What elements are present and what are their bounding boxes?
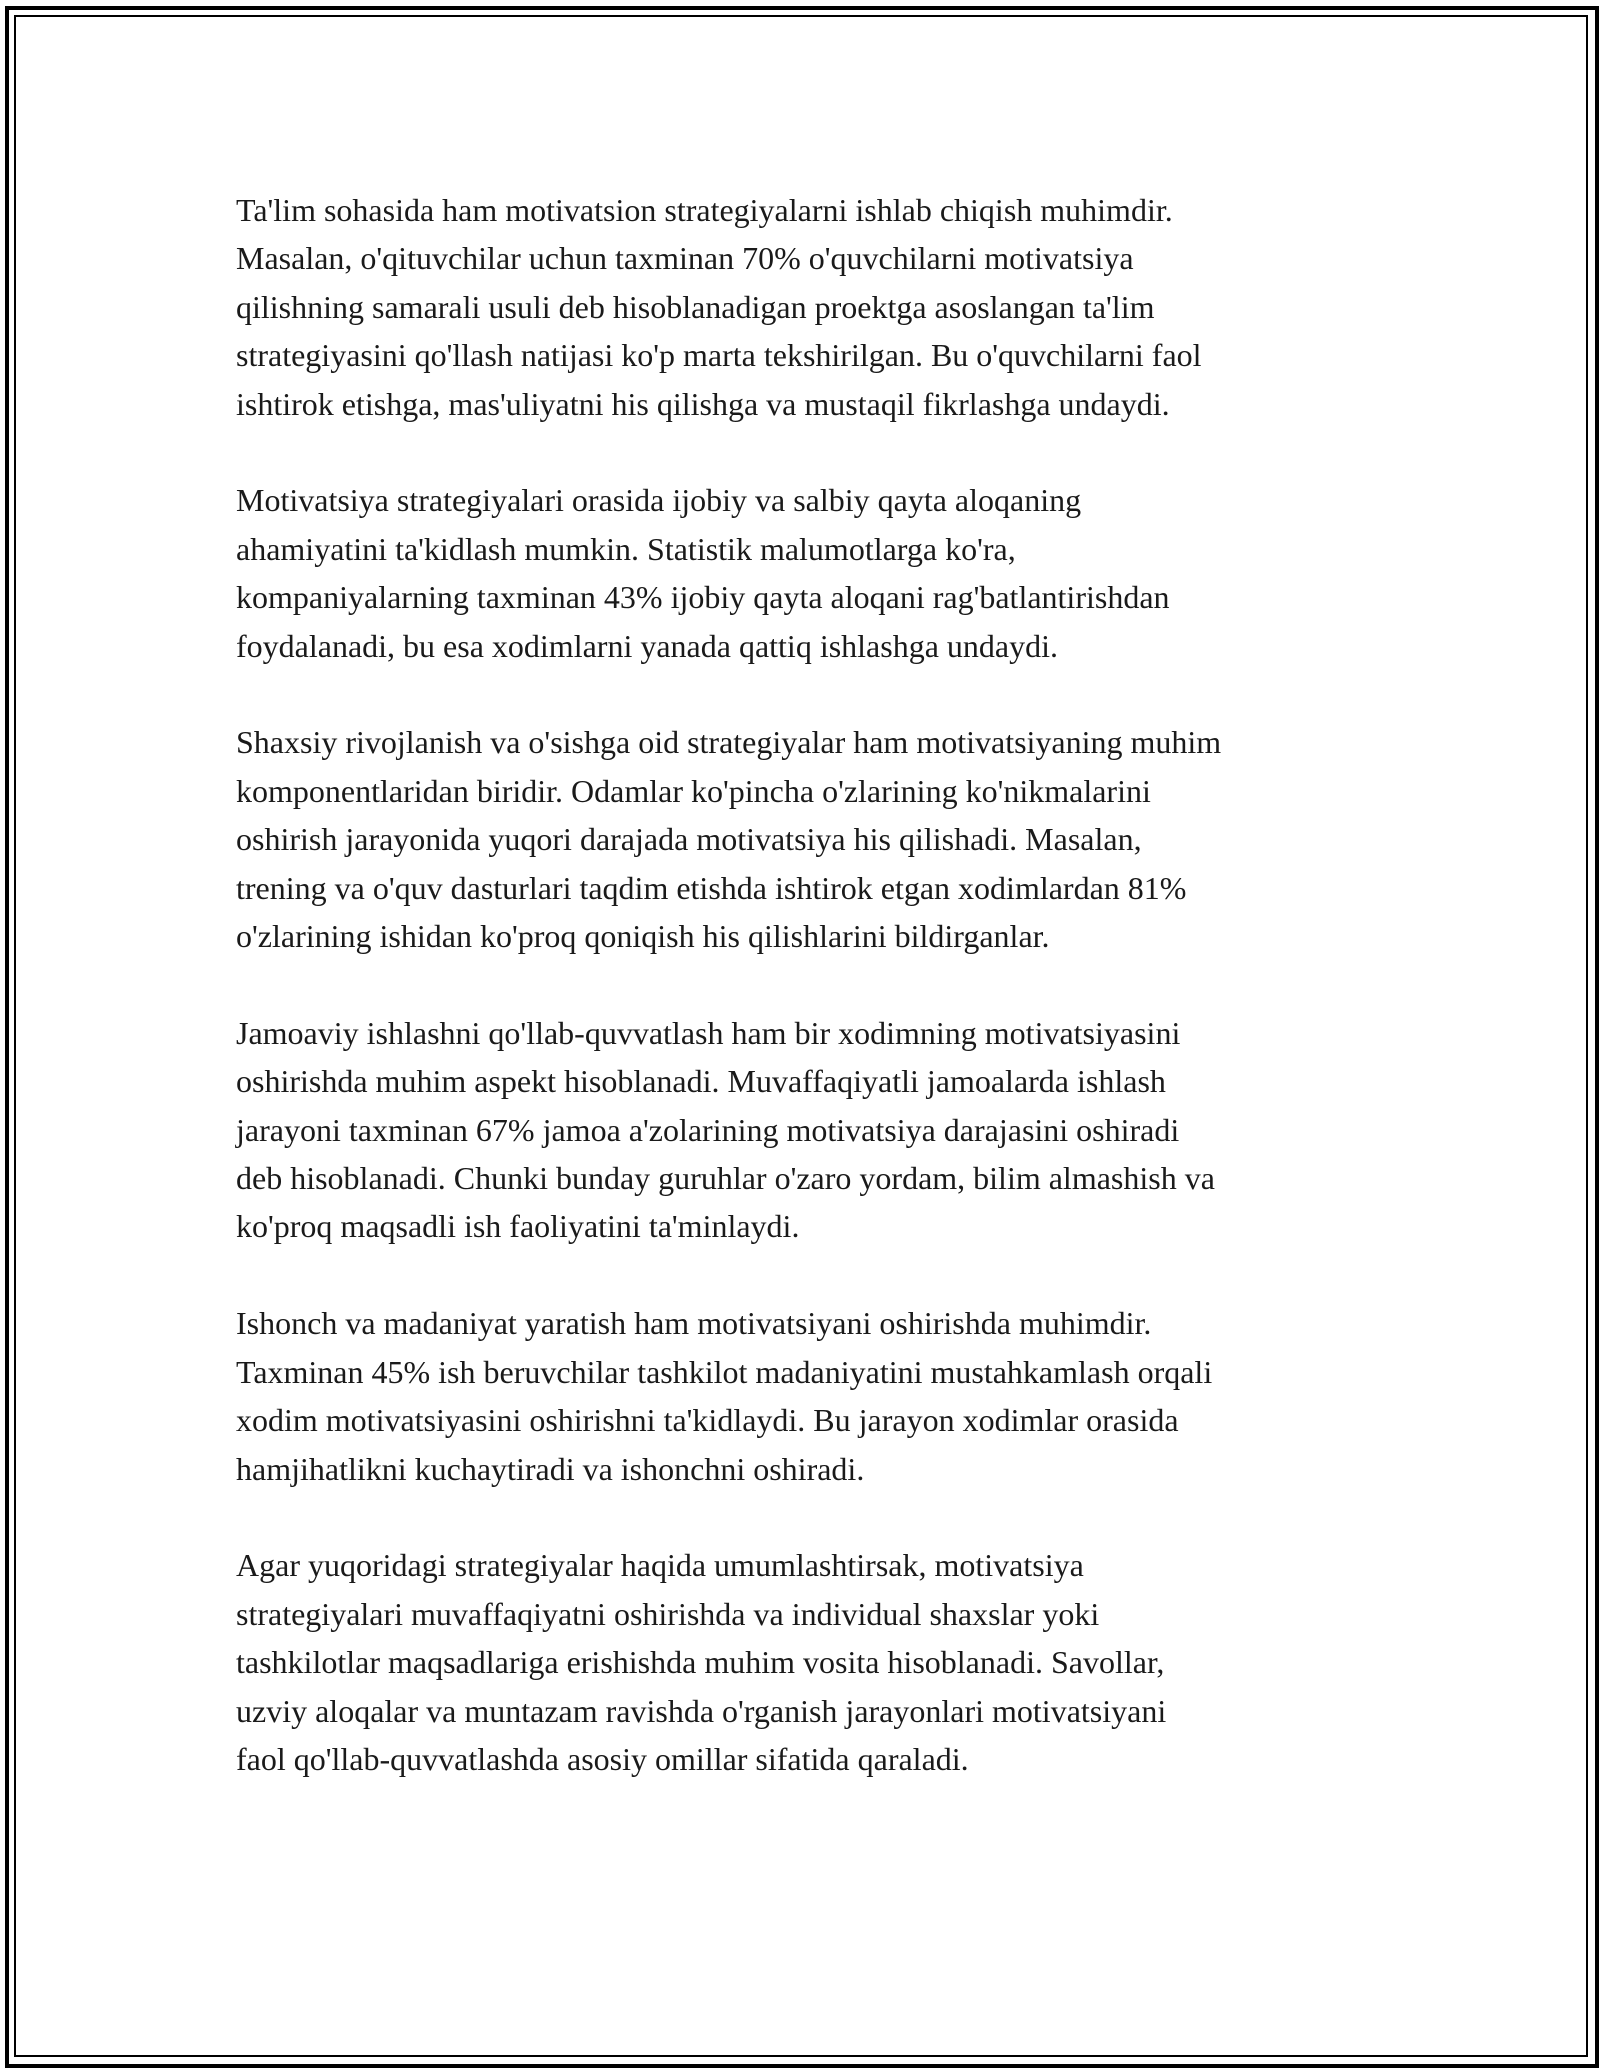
paragraph-personal-growth: Shaxsiy rivojlanish va o'sishga oid strategiyalar ham motivatsiyaning muhim komponentlaridan biridir. Odamlar ko'pincha o'zlarining ko'nikmalarini oshirish jarayonida yuqori darajada motivatsiya his qilishadi. Masalan, trening va o'quv dasturlari taqdim etishda ishtirok etgan xodimlardan 81% o'zlarining ishidan ko'proq qoniqish his qilishlarini bildirganlar.: [236, 724, 1222, 955]
paragraph-conclusion: Agar yuqoridagi strategiyalar haqida umumlashtirsak, motivatsiya strategiyalari muvaffaqiyatni oshirishda va individual shaxslar yoki tashkilotlar maqsadlariga erishishda muhim vosita hisoblanadi. Savollar, uzviy aloqalar va muntazam ravishda o'rganish jarayonlari motivatsiyani faol qo'llab-quvvatlashda asosiy omillar sifatida qaraladi.: [236, 1547, 1167, 1777]
paragraph-trust-culture: Ishonch va madaniyat yaratish ham motivatsiyani oshirishda muhimdir. Taxminan 45% ish beruvchilar tashkilot madaniyatini mustahkamlash orqali xodim motivatsiyasini oshirishni ta'kidlaydi. Bu jarayon xodimlar orasida hamjihatlikni kuchaytiradi va ishonchni oshiradi.: [236, 1305, 1213, 1487]
document-body: [236, 186, 1376, 1832]
paragraph-feedback: Motivatsiya strategiyalari orasida ijobiy va salbiy qayta aloqaning ahamiyatini ta'kidlash mumkin. Statistik malumotlarga ko'ra, kompaniyalarning taxminan 43% ijobiy qayta aloqani rag'batlantirishdan foydalanadi, bu esa xodimlarni yanada qattiq ishlashga undaydi.: [236, 482, 1170, 664]
paragraph-teamwork: Jamoaviy ishlashni qo'llab-quvvatlash ham bir xodimning motivatsiyasini oshirishda muhim aspekt hisoblanadi. Muvaffaqiyatli jamoalarda ishlash jarayoni taxminan 67% jamoa a'zolarining motivatsiya darajasini oshiradi deb hisoblanadi. Chunki bunday guruhlar o'zaro yordam, bilim almashish va ko'proq maqsadli ish faoliyatini ta'minlaydi.: [236, 1014, 1215, 1245]
paragraph-education: Ta'lim sohasida ham motivatsion strategiyalarni ishlab chiqish muhimdir. Masalan, o'qituvchilar uchun taxminan 70% o'quvchilarni motivatsiya qilishning samarali usuli deb hisoblanadigan proektga asoslangan ta'lim strategiyasini qo'llash natijasi ko'p marta tekshirilgan. Bu o'quvchilarni faol ishtirok etishga, mas'uliyatni his qilishga va mustaqil fikrlashga undaydi.: [236, 192, 1202, 422]
